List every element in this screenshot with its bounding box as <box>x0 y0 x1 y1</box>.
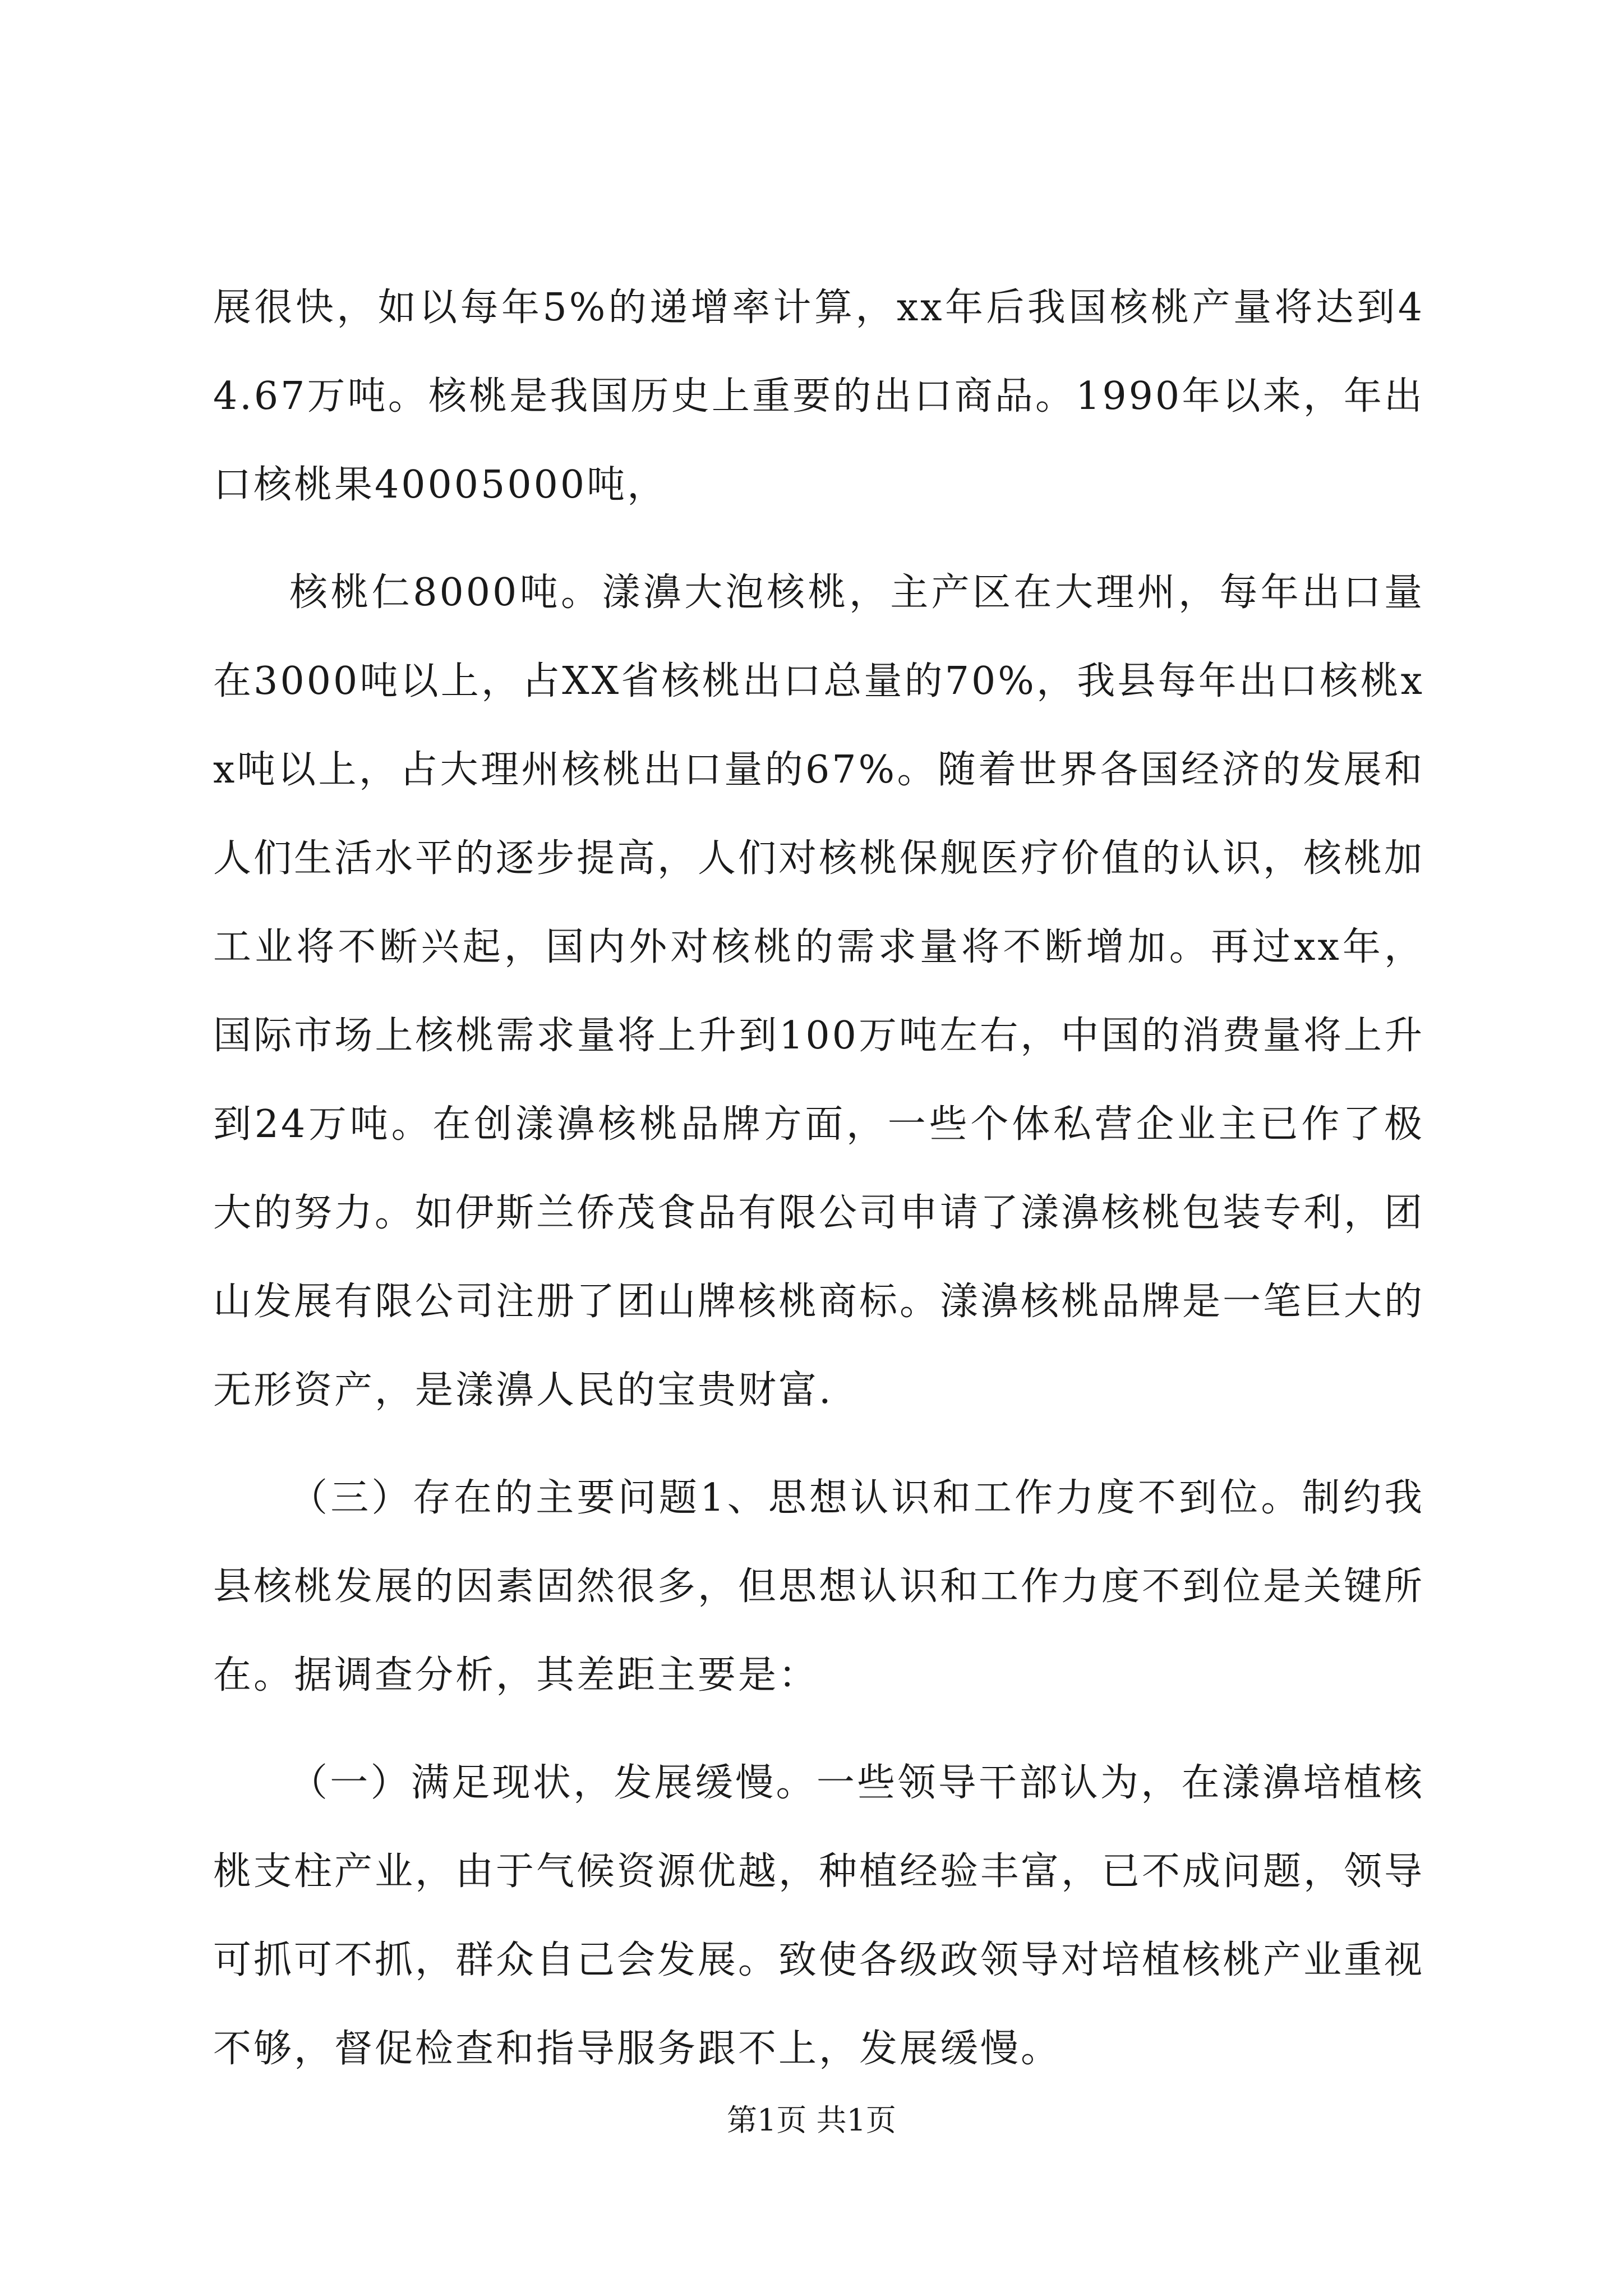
paragraph-1: 展很快，如以每年5%的递增率计算，xx年后我国核桃产量将达到44.67万吨。核桃是我国历史上重要的出口商品。1990年以来，年出口核桃果40005000吨， <box>213 286 1424 507</box>
document-body <box>213 264 1424 2113</box>
paragraph-3: （三）存在的主要问题1、思想认识和工作力度不到位。制约我县核桃发展的因素固然很多，但思想认识和工作力度不到位是关键所在。据调查分析，其差距主要是： <box>213 1476 1425 1697</box>
page-footer: 第1页 共1页 <box>727 2102 896 2138</box>
paragraph-4: （一）满足现状，发展缓慢。一些领导干部认为，在漾濞培植核桃支柱产业，由于气候资源优越，种植经验丰富，已不成问题，领导可抓可不抓，群众自己会发展。致使各级政领导对培植核桃产业重视不够，督促检查和指导服务跟不上，发展缓慢。 <box>213 1761 1425 2071</box>
paragraph-2: 核桃仁8000吨。漾濞大泡核桃，主产区在大理州，每年出口量在3000吨以上，占XX省核桃出口总量的70%，我县每年出口核桃xx吨以上，占大理州核桃出口量的67%。随着世界各国经济的发展和人们生活水平的逐步提高，人们对核桃保舰医疗价值的认识，核桃加工业将不断兴起，国内外对核桃的需求量将不断增加。再过xx年，国际市场上核桃需求量将上升到100万吨左右，中国的消费量将上升到24万吨。在创漾濞核桃品牌方面，一些个体私营企业主已作了极大的努力。如伊斯兰侨茂食品有限公司申请了漾濞核桃包装专利，团山发展有限公司注册了团山牌核桃商标。漾濞核桃品牌是一笔巨大的无形资产，是漾濞人民的宝贵财富. <box>213 570 1425 1412</box>
